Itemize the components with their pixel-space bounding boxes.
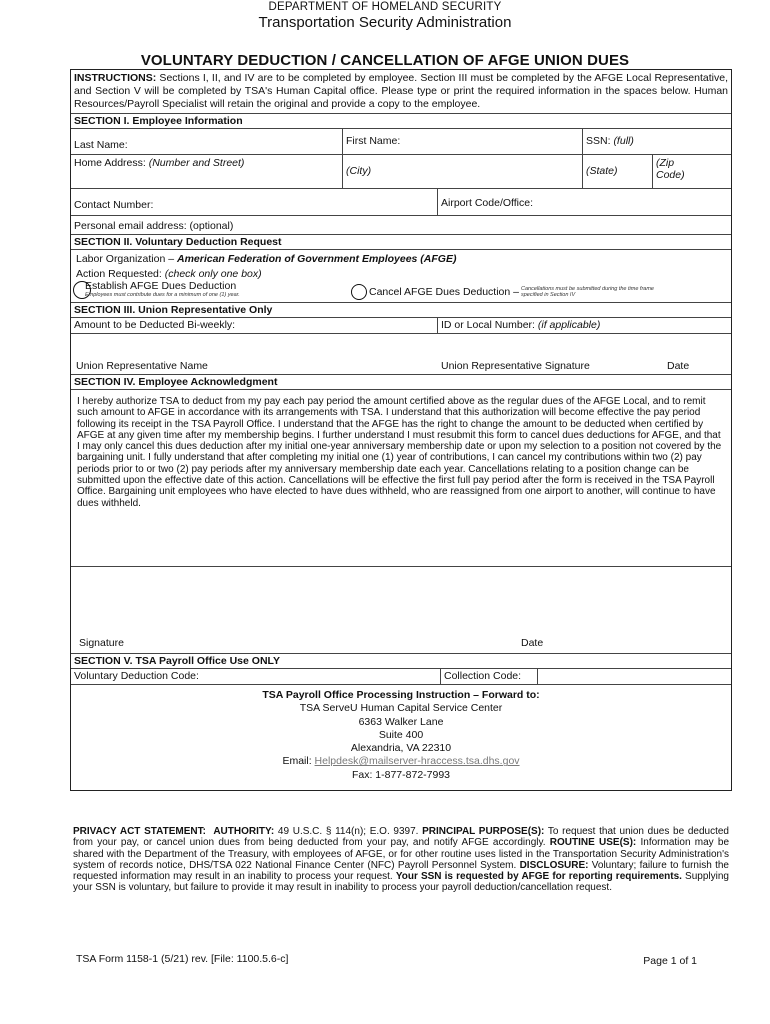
processing-title: TSA Payroll Office Processing Instruction – Forward to: — [262, 689, 540, 701]
disclosure-text: Voluntary; failure to furnish the requested information may result in an inability to process your request. — [73, 859, 729, 883]
agency-name: Transportation Security Administration — [258, 14, 512, 31]
routine-use-text: Information may be shared with the Department of the Treasury, with employees of AFGE, or for other routine uses listed in the Transportation Security Administration's system of records notice, DHS/TSA 022 National Finance Center (NFC) Payroll Personnel System. — [73, 837, 730, 871]
email-link[interactable]: Helpdesk@mailserver-hraccess.tsa.dhs.gov — [314, 755, 520, 768]
acknowledgment-text: I hereby authorize TSA to deduct from my pay each pay period the amount certified above as the regular dues of the AFGE Local, and to remit such amount to AFGE in accordance with its arrangements with TSA. I understand that this authorization will become effective the pay period following its receipt in the TSA Payroll Office. I understand that the AFGE has the right to change the amount to be deducted when certified by AFGE at any given time after my membership begins. I further understand I must resubmit this form to cancel dues deductions for AFGE, and that I may only cancel this dues deduction after my initial one-year anniversary membership date or upon my selection to a position not covered by the bargaining unit. I fully understand that after completing my initial one (1) year of contributions, I can cancel my contributions within two (2) pay periods prior to or two (2) pay periods after my anniversary membership date each year. Cancellations relating to a position change can be submitted upon the effective date of this action. Cancellations will be effective the first full pay period after the form is received in the TSA Payroll Office. Bargaining unit employees who have elected to have dues withheld, who are reassigned from one airport to another, will continue to have dues withheld. — [77, 396, 722, 509]
service-center-name: TSA ServeU Human Capital Service Center — [299, 702, 503, 715]
id-local-field[interactable] — [438, 318, 731, 333]
id-local-note: (if applicable) — [537, 319, 601, 331]
vd-code-field[interactable] — [71, 669, 441, 684]
department-name: DEPARTMENT OF HOMELAND SECURITY — [268, 1, 502, 13]
instructions — [71, 70, 731, 113]
home-address-field[interactable] — [71, 155, 343, 188]
section-2-heading: SECTION II. Voluntary Deduction Request — [74, 236, 282, 248]
airport-code-field[interactable] — [438, 189, 731, 215]
rep-date-field[interactable] — [667, 360, 689, 372]
contact-number-field[interactable] — [71, 189, 438, 215]
form-identifier: TSA Form 1158-1 (5/21) rev. [File: 1100.5.6-c] — [76, 953, 289, 965]
employee-date-label: Date — [521, 637, 544, 649]
codes-row — [71, 669, 731, 685]
home-address-label: Home Address: — [74, 157, 146, 169]
collection-code-label: Collection Code: — [444, 670, 522, 682]
first-name-field[interactable] — [343, 129, 583, 154]
routine-use-label: ROUTINE USE(S): — [549, 837, 637, 849]
city-field[interactable] — [343, 155, 583, 188]
section-4-heading-row — [71, 375, 731, 390]
section-2-heading-row — [71, 235, 731, 250]
section-5-heading-row — [71, 654, 731, 669]
instructions-row — [71, 70, 731, 114]
authority-text: 49 U.S.C. § 114(n); E.O. 9397. — [274, 826, 423, 837]
action-requested-note: (check only one box) — [164, 268, 262, 280]
section-1-heading-row — [71, 114, 731, 129]
codes-spacer — [538, 669, 731, 684]
rep-signature-field[interactable] — [441, 360, 590, 372]
instructions-text: Sections I, II, and IV are to be completed by employee. Section III must be completed by the AFGE Local Representative, and Section V will be completed by TSA's Human Capital office. Please type or print the required information in the spaces below. Human Resources/Payroll Specialist will retain the original and provide a copy to the employee. — [74, 72, 728, 110]
rep-name-label: Union Representative Name — [76, 360, 208, 372]
action-requested-label: Action Requested: — [76, 268, 165, 280]
section-3-heading: SECTION III. Union Representative Only — [74, 304, 273, 316]
zip-label: (Zip Code) — [656, 157, 685, 181]
cancel-note: Cancellations must be submitted during the time frame specified in Section IV — [521, 286, 654, 298]
contact-row — [71, 189, 731, 216]
form-title: VOLUNTARY DEDUCTION / CANCELLATION OF AFGE UNION DUES — [140, 52, 630, 69]
email-row — [71, 216, 731, 235]
vd-code-label: Voluntary Deduction Code: — [74, 670, 199, 682]
collection-code-field[interactable] — [441, 669, 538, 684]
fax-line: Fax: 1-877-872-7993 — [351, 768, 451, 781]
home-address-note: (Number and Street) — [148, 157, 245, 169]
state-field[interactable] — [583, 155, 653, 188]
acknowledgment-text-row — [71, 390, 731, 567]
establish-option[interactable] — [73, 281, 240, 299]
city-label: (City) — [346, 165, 372, 177]
instructions-label: INSTRUCTIONS: — [74, 72, 157, 84]
rep-name-field[interactable] — [76, 360, 208, 372]
section-3-heading-row — [71, 302, 731, 318]
action-requested-line — [76, 268, 262, 280]
employee-date-field[interactable] — [521, 637, 543, 649]
employee-signature-label: Signature — [79, 637, 124, 649]
ssn-voluntary-text: Supplying your SSN is voluntary, but failure to provide it may result in inability to process your payroll deduction/cancellation request. — [73, 871, 729, 894]
rep-signature-row — [71, 334, 731, 375]
section-4-heading: SECTION IV. Employee Acknowledgment — [74, 376, 278, 388]
establish-note: Employees must contribute dues for a minimum of one (1) year. — [85, 292, 240, 298]
rep-date-label: Date — [667, 360, 690, 372]
employee-signature-field[interactable] — [79, 637, 124, 649]
section-5-heading: SECTION V. TSA Payroll Office Use ONLY — [74, 655, 280, 667]
address-line-2: Suite 400 — [378, 728, 424, 741]
processing-instructions-row — [71, 685, 731, 790]
personal-email-field[interactable] — [71, 216, 236, 234]
section-1-heading: SECTION I. Employee Information — [74, 115, 243, 127]
address-line-3: Alexandria, VA 22310 — [350, 742, 452, 755]
zip-field[interactable] — [653, 155, 731, 188]
disclosure-label: DISCLOSURE: — [519, 859, 589, 871]
last-name-field[interactable] — [71, 129, 343, 154]
processing-instructions — [71, 685, 731, 790]
purpose-label: PRINCIPAL PURPOSE(S): — [422, 826, 545, 837]
page-number: Page 1 of 1 — [643, 955, 697, 967]
first-name-label: First Name: — [346, 135, 401, 147]
airport-code-label: Airport Code/Office: — [441, 197, 534, 209]
email-label: Email: — [282, 755, 312, 768]
purpose-text: To request that union dues be deducted from your pay, or cancel union dues from being deducted from your pay, and notify AFGE accordingly. — [73, 826, 729, 849]
labor-org-value: American Federation of Government Employees (AFGE) — [176, 253, 457, 265]
contact-number-label: Contact Number: — [74, 199, 154, 211]
cancel-radio[interactable] — [351, 284, 367, 300]
personal-email-label: Personal email address: (optional) — [74, 220, 234, 232]
email-line — [71, 755, 731, 768]
amount-label: Amount to be Deducted Bi-weekly: — [74, 319, 236, 331]
privacy-act-statement — [73, 826, 729, 894]
labor-org-label: Labor Organization – — [76, 253, 177, 265]
state-label: (State) — [586, 165, 618, 177]
cancel-option[interactable] — [351, 284, 671, 300]
amount-field[interactable] — [71, 318, 438, 333]
ssn-note: (full) — [613, 135, 634, 147]
cancel-label: Cancel AFGE Dues Deduction – — [369, 286, 519, 298]
amount-row — [71, 318, 731, 334]
form-body — [70, 69, 732, 791]
ssn-label: SSN: — [586, 135, 611, 147]
ssn-field[interactable] — [583, 129, 731, 154]
labor-org-line — [76, 253, 456, 265]
authority-label: AUTHORITY: — [213, 826, 275, 837]
rep-signature-label: Union Representative Signature — [441, 360, 590, 372]
address-row — [71, 155, 731, 189]
name-row — [71, 129, 731, 155]
id-local-label: ID or Local Number: — [441, 319, 535, 331]
ssn-requirement: Your SSN is requested by AFGE for reporting requirements. — [395, 871, 682, 883]
last-name-label: Last Name: — [74, 139, 128, 151]
employee-signature-row — [71, 567, 731, 654]
privacy-act-label: PRIVACY ACT STATEMENT: — [73, 826, 206, 837]
form-header — [0, 0, 770, 31]
address-line-1: 6363 Walker Lane — [358, 715, 444, 728]
establish-label: Establish AFGE Dues Deduction — [85, 280, 237, 292]
section-2-body — [71, 250, 731, 302]
